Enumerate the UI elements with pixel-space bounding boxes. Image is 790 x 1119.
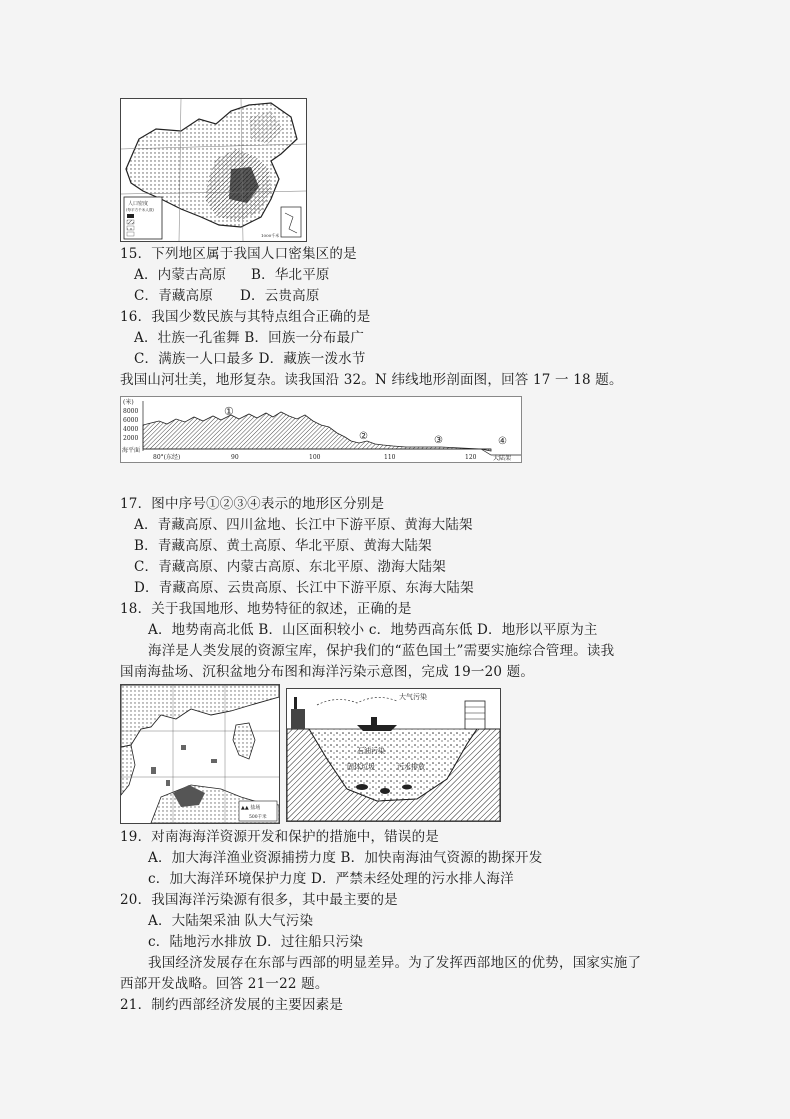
sea-map-legend-saltfield: ▲▲ 盐场 xyxy=(241,805,261,811)
profile-xtick-90: 90 xyxy=(231,454,239,461)
q19-stem: 19．对南海海洋资源开发和保护的措施中，错误的是 xyxy=(120,829,439,845)
q18-options: A．地势南高北低 B．山区面积较小 c．地势西高东低 D．地形以平原为主 xyxy=(148,622,598,638)
intro-17-18: 我国山河壮美，地形复杂。读我国沿 32。N 纬线地形剖面图，回答 17 一 18 题。 xyxy=(120,372,623,388)
q15-option-a: A．内蒙古高原 xyxy=(134,267,227,283)
q20-options-ab: A．大陆架采油 队大气污染 xyxy=(148,913,314,929)
sea-map-scale: 500千米 xyxy=(249,815,267,820)
profile-ytick-6000: 6000 xyxy=(123,417,139,424)
q20-options-cd: c．陆地污水排放 D．过往船只污染 xyxy=(148,934,364,950)
q15-option-c: C．青藏高原 xyxy=(134,288,214,304)
q17-option-d: D．青藏高原、云贵高原、长江中下游平原、东海大陆架 xyxy=(134,580,474,596)
profile-mark-4: ④ xyxy=(498,436,507,447)
q21-stem: 21．制约西部经济发展的主要因素是 xyxy=(120,997,344,1013)
terrain-profile-figure xyxy=(120,396,522,463)
q18-stem: 18．关于我国地形、地势特征的叙述，正确的是 xyxy=(120,601,412,617)
q19-options-cd: c．加大海洋环境保护力度 D．严禁未经处理的污水排人海洋 xyxy=(148,871,514,887)
pollution-label-oil: 石油污染 xyxy=(357,747,385,755)
q15-option-b: B．华北平原 xyxy=(251,267,330,283)
map-legend-unit: (每平方千米人数) xyxy=(126,208,154,212)
q17-option-c: C．青藏高原、内蒙古高原、东北平原、渤海大陆架 xyxy=(134,559,446,575)
profile-xtick-110: 110 xyxy=(384,454,396,461)
q16-stem: 16．我国少数民族与其特点组合正确的是 xyxy=(120,309,371,325)
intro-21-22-line1: 我国经济发展存在东部与西部的明显差异。为了发挥西部地区的优势，国家实施了 xyxy=(148,955,642,971)
profile-xtick-120: 120 xyxy=(465,454,477,461)
profile-xtick-100: 100 xyxy=(309,454,321,461)
profile-mark-2: ② xyxy=(359,431,368,442)
pollution-label-air: 大气污染 xyxy=(399,693,427,701)
profile-ytick-2000: 2000 xyxy=(123,435,139,442)
profile-shelf-label: 大陆架 xyxy=(493,455,512,462)
q19-options-ab: A．加大海洋渔业资源捕捞力度 B．加快南海油气资源的勘探开发 xyxy=(148,850,543,866)
profile-unit: (米) xyxy=(123,399,134,406)
map-scale: 1000千米 xyxy=(261,233,280,238)
population-density-map xyxy=(120,98,307,242)
profile-ytick-8000: 8000 xyxy=(123,408,139,415)
map-legend-title: 人口密度 xyxy=(128,201,149,207)
ocean-pollution-diagram xyxy=(286,688,501,822)
profile-mark-1: ① xyxy=(224,405,234,418)
intro-21-22-line2: 西部开发战略。回答 21一22 题。 xyxy=(120,976,329,992)
pollution-label-solid: 固体垃圾 xyxy=(347,763,375,771)
profile-mark-3: ③ xyxy=(434,435,443,446)
q17-option-a: A．青藏高原、四川盆地、长江中下游平原、黄海大陆架 xyxy=(134,517,473,533)
q16-options-ab: A．壮族一孔雀舞 B．回族一分布最广 xyxy=(134,330,365,346)
intro-19-20-line1: 海洋是人类发展的资源宝库，保护我们的“蓝色国土”需要实施综合管理。读我 xyxy=(148,643,615,659)
q15-option-d: D．云贵高原 xyxy=(240,288,320,304)
south-china-sea-map xyxy=(120,684,280,824)
profile-lon-label: 80°(东经) xyxy=(153,454,181,461)
q16-options-cd: C．满族一人口最多 D．藏族一泼水节 xyxy=(134,351,366,367)
pollution-label-sewage: 污水排放 xyxy=(397,763,425,771)
q17-option-b: B．青藏高原、黄土高原、华北平原、黄海大陆架 xyxy=(134,538,432,554)
intro-19-20-line2: 国南海盐场、沉积盆地分布图和海洋污染示意图，完成 19一20 题。 xyxy=(120,664,535,680)
q15-stem: 15．下列地区属于我国人口密集区的是 xyxy=(120,246,357,262)
profile-ytick-4000: 4000 xyxy=(123,426,139,433)
profile-sea-level: 海平面 xyxy=(122,447,141,454)
q20-stem: 20．我国海洋污染源有很多，其中最主要的是 xyxy=(120,892,398,908)
q17-stem: 17．图中序号①②③④表示的地形区分别是 xyxy=(120,496,385,512)
